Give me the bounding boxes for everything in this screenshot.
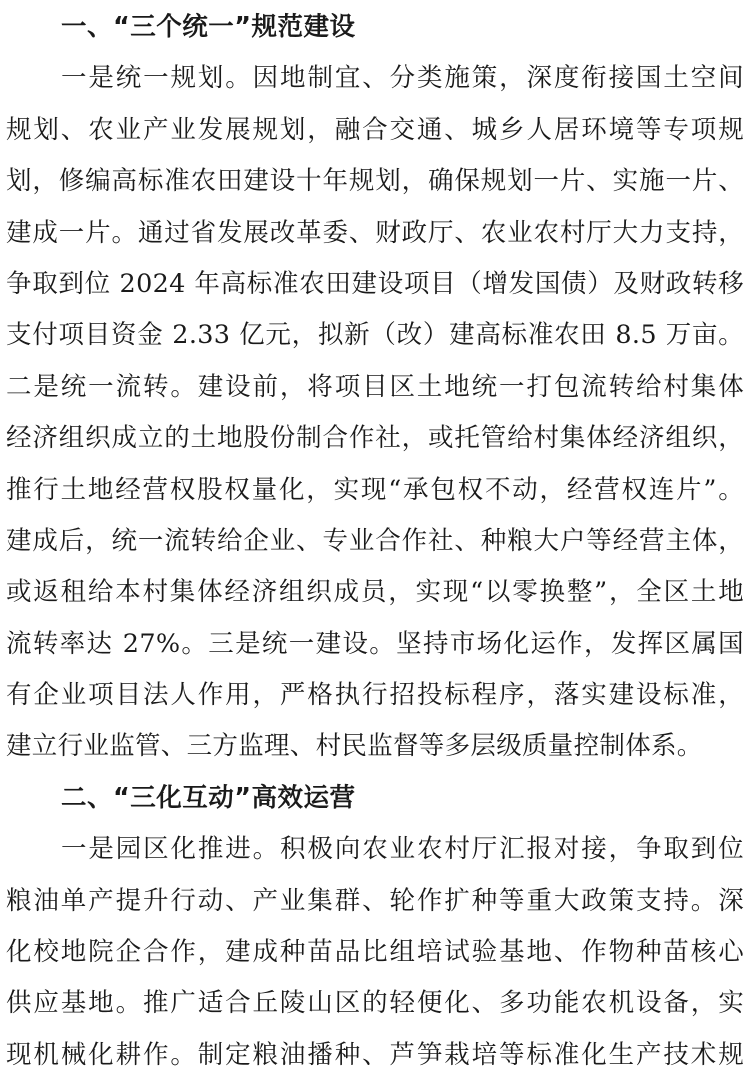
section-heading-2: 二、“三化互动”高效运营 [61, 782, 356, 813]
document-page [6, 2, 744, 1081]
paragraph-line: 一是园区化推进。积极向农业农村厅汇报对接，争取到位 [61, 834, 744, 865]
paragraph-line: 建成后，统一流转给企业、专业合作社、种粮大户等经营主体， [6, 525, 744, 556]
paragraph-line: 争取到位 2024 年高标准农田建设项目（增发国债）及财政转移 [6, 268, 744, 299]
section-heading-1: 一、“三个统一”规范建设 [61, 12, 356, 42]
paragraph-line: 支付项目资金 2.33 亿元，拟新（改）建高标准农田 8.5 万亩。 [6, 320, 744, 351]
paragraph-line: 建立行业监管、三方监理、村民监督等多层级质量控制体系。 [6, 731, 703, 762]
paragraph-line: 推行土地经营权股权量化，实现“承包权不动，经营权连片”。 [6, 474, 744, 505]
paragraph-line: 或返租给本村集体经济组织成员，实现“以零换整”，全区土地 [6, 577, 744, 608]
paragraph-line: 粮油单产提升行动、产业集群、轮作扩种等重大政策支持。深 [6, 885, 744, 916]
paragraph-line: 流转率达 27%。三是统一建设。坚持市场化运作，发挥区属国 [6, 628, 744, 659]
paragraph-line: 划，修编高标准农田建设十年规划，确保规划一片、实施一片、 [6, 166, 744, 197]
paragraph-line: 供应基地。推广适合丘陵山区的轻便化、多功能农机设备，实 [6, 988, 744, 1019]
paragraph-line: 有企业项目法人作用，严格执行招投标程序，落实建设标准， [6, 680, 744, 711]
paragraph-line: 建成一片。通过省发展改革委、财政厅、农业农村厅大力支持， [6, 217, 744, 248]
paragraph-line: 一是统一规划。因地制宜、分类施策，深度衔接国土空间 [61, 63, 744, 94]
paragraph-line: 现机械化耕作。制定粮油播种、芦笋栽培等标准化生产技术规 [6, 1039, 744, 1070]
paragraph-line: 规划、农业产业发展规划，融合交通、城乡人居环境等专项规 [6, 114, 744, 145]
paragraph-line: 经济组织成立的土地股份制合作社，或托管给村集体经济组织， [6, 423, 744, 454]
paragraph-line: 化校地院企合作，建成种苗品比组培试验基地、作物种苗核心 [6, 937, 744, 968]
paragraph-line: 二是统一流转。建设前，将项目区土地统一打包流转给村集体 [6, 371, 744, 402]
